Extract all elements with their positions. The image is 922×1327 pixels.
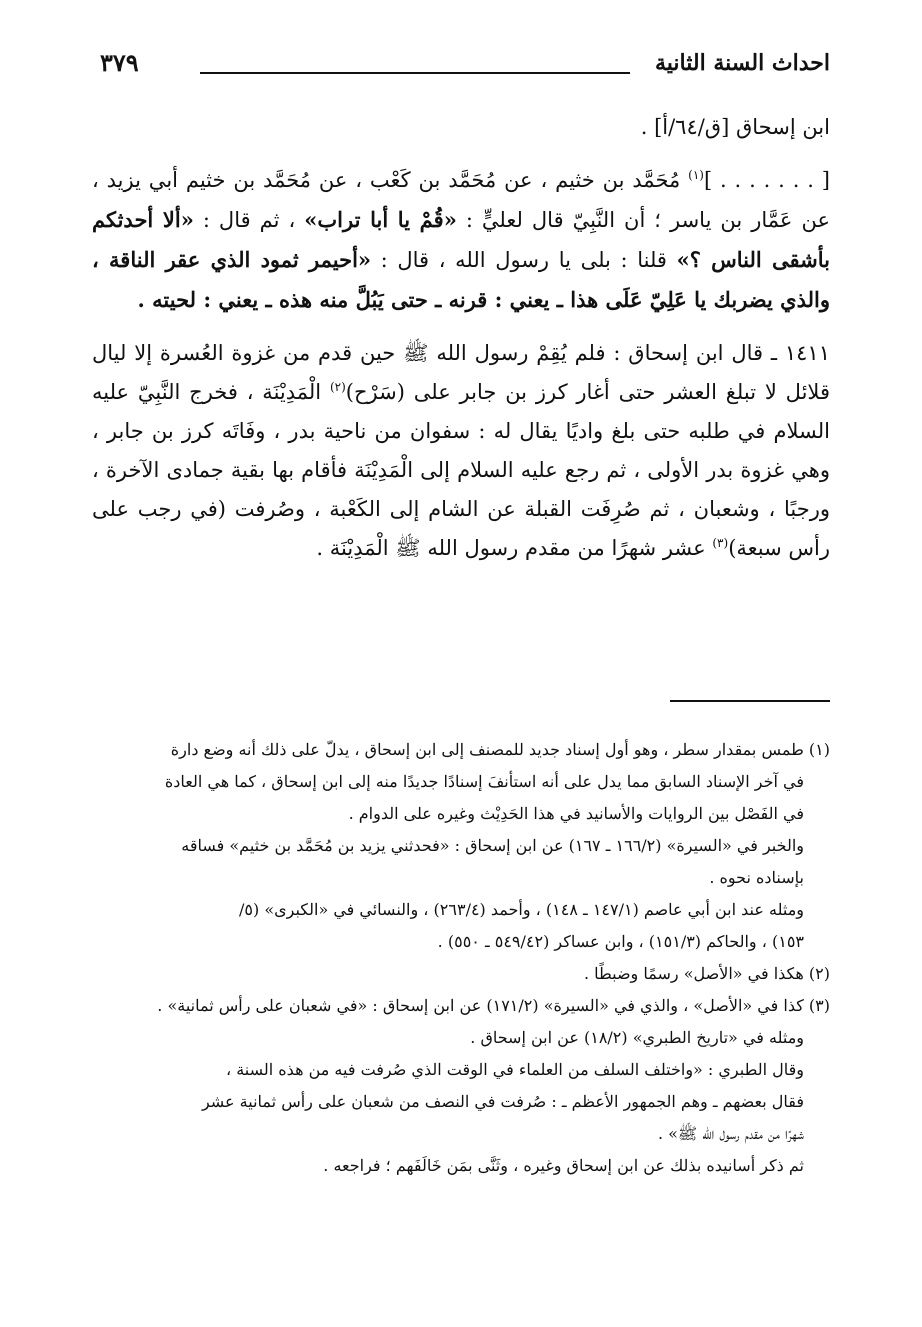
quote-1: «قُمْ يا أبا تراب» [304,207,457,232]
paragraph-1-text-a: مُحَمَّد بن خثيم ، عن مُحَمَّد بن كَعْب ، عن مُحَمَّد بن خثيم أبي يزيد ، عن عَمَّار بن ياسر ؛ أن النَّبِيّ قال لعليٍّ : [92,168,830,232]
footnote-3-line-3: وقال الطبري : «واختلف السلف من العلماء في الوقت الذي صُرفت فيه من هذه السنة ، [225,1060,804,1079]
footnote-1-line-2: في آخر الإسناد السابق مما يدل على أنه استأنفَ إسنادًا جديدًا منه إلى ابن إسحاق ، كما هي العادة [164,772,804,791]
page-header [100,42,830,92]
footnote-ref-1[interactable]: (١) [688,168,704,182]
paragraph-1 [92,161,830,320]
paragraph-2 [92,334,830,568]
running-title: احداث السنة الثانية [655,50,830,76]
footnote-3-line-1: (٣) كذا في «الأصل» ، والذي في «السيرة» (١٧١/٢) عن ابن إسحاق : «في شعبان على رأس ثمانية» . [157,996,830,1015]
footnote-1-line-7: ١٥٣) ، والحاكم (١٥١/٣) ، وابن عساكر (٥٤٩/٤٢ ـ ٥٥٠) . [437,932,804,951]
footnote-1-line-6: ومثله عند ابن أبي عاصم (١٤٧/١ ـ ١٤٨) ، وأحمد (٢٦٣/٤) ، والنسائي في «الكبرى» (٥/ [239,900,804,919]
paragraph-1-text-c: قلنا : بلى يا رسول الله ، قال : [371,248,677,272]
footnote-1-line-3: في الفَصْل بين الروايات والأسانيد في هذا الحَدِيْث وغيره على الدوام . [348,804,804,823]
footnote-separator [670,700,830,702]
footnote-1-line-5: بإسناده نحوه . [709,868,804,887]
paragraph-2-text-c: عشر شهرًا من مقدم رسول الله ﷺ الْمَدِيْنَة . [316,536,713,560]
footnote-3-line-4: فقال بعضهم ـ وهم الجمهور الأعظم ـ : صُرفت في النصف من شعبان على رأس ثمانية عشر [201,1092,804,1111]
quote-3: «أحيمر ثمود الذي عقر الناقة ، والذي يضربك يا عَلِيّ عَلَى هذا ـ يعني : قرنه ـ حتى يَبُلَّ منه هذه ـ يعني : لحيته . [92,247,830,312]
paragraph-1-text-b: ، ثم قال : [193,208,305,232]
footnote-3-line-2: ومثله في «تاريخ الطبري» (١٨/٢) عن ابن إسحاق . [470,1028,804,1047]
footnote-1-line-1: (١) طمس بمقدار سطر ، وهو أول إسناد جديد للمصنف إلى ابن إسحاق ، يدلّ على ذلك أنه وضع دارة [170,740,830,759]
lacuna-brackets: [ . . . . . . . ] [703,168,830,192]
quote-2: «ألا أحدثكم بأشقى الناس ؟» [92,207,830,272]
footnote-1-line-4: والخبر في «السيرة» (١٦٦/٢ ـ ١٦٧) عن ابن إسحاق : «فحدثني يزيد بن مُحَمَّد بن خثيم» فساقه [181,836,804,855]
footnote-ref-2[interactable]: (٢) [329,380,346,394]
paragraph-2-text-b: الْمَدِيْنَة ، فخرج النَّبِيّ عليه السلام في طلبه حتى بلغ واديًا يقال له : سفوان من ناحية بدر ، وفَاتَه كرز بن جابر ، وهي غزوة بدر الأولى ، ثم رجع عليه السلام إلى الْمَدِيْنَة فأقام بها بقية جمادى الآخرة ، ورجبًا ، وشعبان ، ثم صُرِفَت القبلة عن الشام إلى الكَعْبة ، وصُرفت (في رجب على رأس سبعة) [92,380,830,560]
footnote-2: (٢) هكذا في «الأصل» رسمًا وضبطًا . [583,964,830,983]
header-rule [200,72,630,74]
page-number: ٣٧٩ [100,48,139,77]
intro-line-text: ابن إسحاق [ق/٦٤/أ] . [640,115,830,139]
intro-line [92,108,830,147]
paragraph-2-text-a: ١٤١١ ـ قال ابن إسحاق : فلم يُقِمْ رسول الله ﷺ حين قدم من غزوة العُسرة إلا ليال قلائل لا تبلغ العشر حتى أغار كرز بن جابر على (سَرْح) [92,341,830,404]
footnote-3-line-5: شهرًا من مقدم رسول الله ﷺ» . [657,1124,804,1143]
footnote-3-line-6: ثم ذكر أسانيده بذلك عن ابن إسحاق وغيره ، وثَنَّى بمَن خَالَفَهم ؛ فراجعه . [323,1156,804,1175]
main-text [92,108,830,582]
footnote-ref-3[interactable]: (٣) [712,536,729,550]
footnotes [98,734,830,1182]
